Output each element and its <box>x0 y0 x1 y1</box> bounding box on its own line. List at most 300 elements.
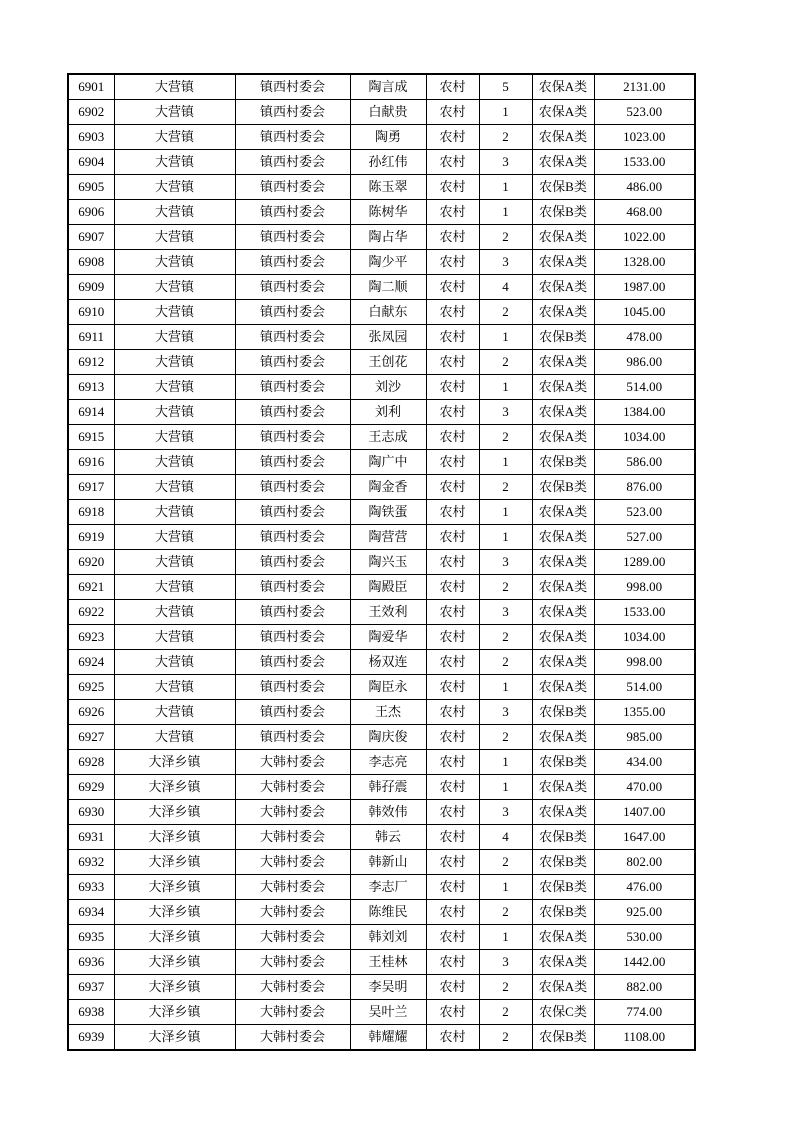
serial-number-cell: 6913 <box>68 375 114 400</box>
serial-number-cell: 6917 <box>68 475 114 500</box>
table-row <box>68 275 695 300</box>
village-committee-cell: 镇西村委会 <box>235 350 350 375</box>
village-committee-cell: 大韩村委会 <box>235 1025 350 1051</box>
household-category-cell: 农村 <box>426 400 479 425</box>
town-cell: 大泽乡镇 <box>114 800 235 825</box>
table-row <box>68 1025 695 1051</box>
insurance-type-cell: 农保A类 <box>532 600 594 625</box>
town-cell: 大营镇 <box>114 225 235 250</box>
person-name-cell: 陶殿臣 <box>350 575 426 600</box>
person-name-cell: 陶营营 <box>350 525 426 550</box>
person-name-cell: 韩新山 <box>350 850 426 875</box>
village-committee-cell: 大韩村委会 <box>235 825 350 850</box>
amount-cell: 523.00 <box>594 500 695 525</box>
person-count-cell: 2 <box>479 425 532 450</box>
person-count-cell: 3 <box>479 700 532 725</box>
amount-cell: 2131.00 <box>594 74 695 100</box>
amount-cell: 1023.00 <box>594 125 695 150</box>
person-count-cell: 2 <box>479 1025 532 1051</box>
village-committee-cell: 镇西村委会 <box>235 475 350 500</box>
town-cell: 大营镇 <box>114 475 235 500</box>
table-row <box>68 500 695 525</box>
insurance-type-cell: 农保A类 <box>532 975 594 1000</box>
serial-number-cell: 6903 <box>68 125 114 150</box>
town-cell: 大营镇 <box>114 350 235 375</box>
insurance-type-cell: 农保A类 <box>532 725 594 750</box>
household-category-cell: 农村 <box>426 550 479 575</box>
serial-number-cell: 6935 <box>68 925 114 950</box>
insurance-type-cell: 农保A类 <box>532 375 594 400</box>
serial-number-cell: 6901 <box>68 74 114 100</box>
amount-cell: 1289.00 <box>594 550 695 575</box>
table-row <box>68 375 695 400</box>
household-category-cell: 农村 <box>426 375 479 400</box>
person-name-cell: 王杰 <box>350 700 426 725</box>
insurance-type-cell: 农保B类 <box>532 900 594 925</box>
person-name-cell: 王创花 <box>350 350 426 375</box>
insurance-type-cell: 农保A类 <box>532 425 594 450</box>
town-cell: 大营镇 <box>114 275 235 300</box>
town-cell: 大泽乡镇 <box>114 875 235 900</box>
person-name-cell: 陶臣永 <box>350 675 426 700</box>
amount-cell: 1533.00 <box>594 600 695 625</box>
amount-cell: 986.00 <box>594 350 695 375</box>
village-committee-cell: 镇西村委会 <box>235 275 350 300</box>
town-cell: 大营镇 <box>114 150 235 175</box>
serial-number-cell: 6922 <box>68 600 114 625</box>
person-count-cell: 2 <box>479 725 532 750</box>
village-committee-cell: 镇西村委会 <box>235 625 350 650</box>
serial-number-cell: 6909 <box>68 275 114 300</box>
household-category-cell: 农村 <box>426 425 479 450</box>
town-cell: 大泽乡镇 <box>114 750 235 775</box>
amount-cell: 1442.00 <box>594 950 695 975</box>
amount-cell: 1022.00 <box>594 225 695 250</box>
person-count-cell: 4 <box>479 275 532 300</box>
person-count-cell: 5 <box>479 74 532 100</box>
table-row <box>68 950 695 975</box>
person-count-cell: 3 <box>479 250 532 275</box>
person-count-cell: 2 <box>479 225 532 250</box>
person-name-cell: 陶爱华 <box>350 625 426 650</box>
insurance-type-cell: 农保B类 <box>532 825 594 850</box>
insurance-type-cell: 农保B类 <box>532 750 594 775</box>
person-name-cell: 陈维民 <box>350 900 426 925</box>
person-name-cell: 孙红伟 <box>350 150 426 175</box>
insurance-type-cell: 农保A类 <box>532 275 594 300</box>
person-name-cell: 白献东 <box>350 300 426 325</box>
table-row <box>68 525 695 550</box>
town-cell: 大泽乡镇 <box>114 975 235 1000</box>
person-count-cell: 1 <box>479 775 532 800</box>
table-row <box>68 225 695 250</box>
town-cell: 大营镇 <box>114 575 235 600</box>
amount-cell: 514.00 <box>594 375 695 400</box>
serial-number-cell: 6934 <box>68 900 114 925</box>
amount-cell: 1328.00 <box>594 250 695 275</box>
household-category-cell: 农村 <box>426 750 479 775</box>
household-category-cell: 农村 <box>426 150 479 175</box>
serial-number-cell: 6923 <box>68 625 114 650</box>
insurance-type-cell: 农保B类 <box>532 325 594 350</box>
person-name-cell: 陶兴玉 <box>350 550 426 575</box>
amount-cell: 1108.00 <box>594 1025 695 1051</box>
person-count-cell: 3 <box>479 400 532 425</box>
table-row <box>68 900 695 925</box>
serial-number-cell: 6902 <box>68 100 114 125</box>
person-name-cell: 陶少平 <box>350 250 426 275</box>
insurance-type-cell: 农保A类 <box>532 74 594 100</box>
village-committee-cell: 镇西村委会 <box>235 300 350 325</box>
household-category-cell: 农村 <box>426 975 479 1000</box>
amount-cell: 1987.00 <box>594 275 695 300</box>
person-count-cell: 1 <box>479 200 532 225</box>
table-row <box>68 700 695 725</box>
amount-cell: 1533.00 <box>594 150 695 175</box>
person-count-cell: 2 <box>479 900 532 925</box>
household-category-cell: 农村 <box>426 125 479 150</box>
town-cell: 大营镇 <box>114 250 235 275</box>
person-name-cell: 韩效伟 <box>350 800 426 825</box>
table-row <box>68 250 695 275</box>
amount-cell: 523.00 <box>594 100 695 125</box>
person-name-cell: 韩云 <box>350 825 426 850</box>
town-cell: 大泽乡镇 <box>114 850 235 875</box>
village-committee-cell: 镇西村委会 <box>235 200 350 225</box>
household-category-cell: 农村 <box>426 225 479 250</box>
insurance-type-cell: 农保A类 <box>532 150 594 175</box>
insurance-type-cell: 农保B类 <box>532 700 594 725</box>
serial-number-cell: 6918 <box>68 500 114 525</box>
town-cell: 大泽乡镇 <box>114 825 235 850</box>
amount-cell: 476.00 <box>594 875 695 900</box>
insurance-type-cell: 农保C类 <box>532 1000 594 1025</box>
household-category-cell: 农村 <box>426 350 479 375</box>
town-cell: 大营镇 <box>114 450 235 475</box>
amount-cell: 527.00 <box>594 525 695 550</box>
town-cell: 大营镇 <box>114 200 235 225</box>
village-committee-cell: 镇西村委会 <box>235 125 350 150</box>
person-count-cell: 3 <box>479 550 532 575</box>
household-category-cell: 农村 <box>426 1000 479 1025</box>
amount-cell: 470.00 <box>594 775 695 800</box>
town-cell: 大营镇 <box>114 300 235 325</box>
amount-cell: 1384.00 <box>594 400 695 425</box>
household-category-cell: 农村 <box>426 575 479 600</box>
person-name-cell: 李吴明 <box>350 975 426 1000</box>
amount-cell: 478.00 <box>594 325 695 350</box>
village-committee-cell: 镇西村委会 <box>235 225 350 250</box>
town-cell: 大营镇 <box>114 650 235 675</box>
person-name-cell: 陈玉翠 <box>350 175 426 200</box>
amount-cell: 434.00 <box>594 750 695 775</box>
serial-number-cell: 6915 <box>68 425 114 450</box>
village-committee-cell: 大韩村委会 <box>235 800 350 825</box>
insurance-type-cell: 农保A类 <box>532 250 594 275</box>
person-count-cell: 1 <box>479 925 532 950</box>
serial-number-cell: 6904 <box>68 150 114 175</box>
serial-number-cell: 6911 <box>68 325 114 350</box>
village-committee-cell: 镇西村委会 <box>235 400 350 425</box>
village-committee-cell: 镇西村委会 <box>235 375 350 400</box>
serial-number-cell: 6931 <box>68 825 114 850</box>
person-count-cell: 1 <box>479 375 532 400</box>
village-committee-cell: 大韩村委会 <box>235 925 350 950</box>
insurance-type-cell: 农保A类 <box>532 950 594 975</box>
person-name-cell: 陶占华 <box>350 225 426 250</box>
village-committee-cell: 镇西村委会 <box>235 575 350 600</box>
household-category-cell: 农村 <box>426 800 479 825</box>
village-committee-cell: 镇西村委会 <box>235 725 350 750</box>
village-committee-cell: 大韩村委会 <box>235 850 350 875</box>
household-category-cell: 农村 <box>426 475 479 500</box>
table-row <box>68 575 695 600</box>
village-committee-cell: 镇西村委会 <box>235 100 350 125</box>
amount-cell: 882.00 <box>594 975 695 1000</box>
person-count-cell: 1 <box>479 500 532 525</box>
table-row <box>68 350 695 375</box>
table-row <box>68 725 695 750</box>
serial-number-cell: 6916 <box>68 450 114 475</box>
serial-number-cell: 6926 <box>68 700 114 725</box>
table-row <box>68 150 695 175</box>
serial-number-cell: 6928 <box>68 750 114 775</box>
town-cell: 大营镇 <box>114 525 235 550</box>
village-committee-cell: 镇西村委会 <box>235 250 350 275</box>
amount-cell: 468.00 <box>594 200 695 225</box>
serial-number-cell: 6929 <box>68 775 114 800</box>
serial-number-cell: 6910 <box>68 300 114 325</box>
serial-number-cell: 6927 <box>68 725 114 750</box>
serial-number-cell: 6932 <box>68 850 114 875</box>
town-cell: 大营镇 <box>114 725 235 750</box>
table-row <box>68 550 695 575</box>
table-row <box>68 650 695 675</box>
person-name-cell: 陶铁蛋 <box>350 500 426 525</box>
person-name-cell: 吴叶兰 <box>350 1000 426 1025</box>
person-name-cell: 韩刘刘 <box>350 925 426 950</box>
village-committee-cell: 镇西村委会 <box>235 650 350 675</box>
insurance-type-cell: 农保A类 <box>532 300 594 325</box>
household-category-cell: 农村 <box>426 525 479 550</box>
person-name-cell: 杨双连 <box>350 650 426 675</box>
serial-number-cell: 6908 <box>68 250 114 275</box>
town-cell: 大营镇 <box>114 325 235 350</box>
insurance-type-cell: 农保A类 <box>532 500 594 525</box>
amount-cell: 876.00 <box>594 475 695 500</box>
village-committee-cell: 大韩村委会 <box>235 875 350 900</box>
town-cell: 大营镇 <box>114 375 235 400</box>
village-committee-cell: 大韩村委会 <box>235 950 350 975</box>
table-row <box>68 74 695 100</box>
town-cell: 大营镇 <box>114 175 235 200</box>
person-count-cell: 3 <box>479 950 532 975</box>
serial-number-cell: 6933 <box>68 875 114 900</box>
insurance-type-cell: 农保A类 <box>532 625 594 650</box>
serial-number-cell: 6906 <box>68 200 114 225</box>
insurance-type-cell: 农保A类 <box>532 350 594 375</box>
amount-cell: 514.00 <box>594 675 695 700</box>
village-committee-cell: 镇西村委会 <box>235 450 350 475</box>
village-committee-cell: 大韩村委会 <box>235 975 350 1000</box>
amount-cell: 985.00 <box>594 725 695 750</box>
amount-cell: 586.00 <box>594 450 695 475</box>
insurance-type-cell: 农保B类 <box>532 475 594 500</box>
serial-number-cell: 6912 <box>68 350 114 375</box>
household-category-cell: 农村 <box>426 500 479 525</box>
village-committee-cell: 镇西村委会 <box>235 700 350 725</box>
person-count-cell: 2 <box>479 350 532 375</box>
serial-number-cell: 6937 <box>68 975 114 1000</box>
table-row <box>68 675 695 700</box>
person-name-cell: 刘沙 <box>350 375 426 400</box>
table-row <box>68 400 695 425</box>
household-category-cell: 农村 <box>426 850 479 875</box>
table-row <box>68 425 695 450</box>
insurance-type-cell: 农保A类 <box>532 100 594 125</box>
amount-cell: 1045.00 <box>594 300 695 325</box>
insurance-type-cell: 农保A类 <box>532 225 594 250</box>
village-committee-cell: 大韩村委会 <box>235 775 350 800</box>
person-count-cell: 2 <box>479 650 532 675</box>
table-row <box>68 825 695 850</box>
table-row <box>68 325 695 350</box>
person-name-cell: 王桂林 <box>350 950 426 975</box>
person-count-cell: 3 <box>479 150 532 175</box>
serial-number-cell: 6919 <box>68 525 114 550</box>
serial-number-cell: 6930 <box>68 800 114 825</box>
person-count-cell: 1 <box>479 875 532 900</box>
village-committee-cell: 镇西村委会 <box>235 600 350 625</box>
person-name-cell: 刘利 <box>350 400 426 425</box>
table-row <box>68 850 695 875</box>
person-count-cell: 1 <box>479 750 532 775</box>
payment-roster-table <box>67 73 696 1051</box>
insurance-type-cell: 农保B类 <box>532 200 594 225</box>
town-cell: 大营镇 <box>114 675 235 700</box>
town-cell: 大营镇 <box>114 550 235 575</box>
town-cell: 大营镇 <box>114 425 235 450</box>
household-category-cell: 农村 <box>426 1025 479 1051</box>
person-name-cell: 陶二顺 <box>350 275 426 300</box>
person-count-cell: 2 <box>479 575 532 600</box>
insurance-type-cell: 农保A类 <box>532 925 594 950</box>
person-name-cell: 陶广中 <box>350 450 426 475</box>
insurance-type-cell: 农保A类 <box>532 550 594 575</box>
insurance-type-cell: 农保B类 <box>532 450 594 475</box>
person-count-cell: 1 <box>479 175 532 200</box>
insurance-type-cell: 农保A类 <box>532 525 594 550</box>
table-row <box>68 750 695 775</box>
person-count-cell: 3 <box>479 800 532 825</box>
person-count-cell: 1 <box>479 100 532 125</box>
village-committee-cell: 镇西村委会 <box>235 325 350 350</box>
village-committee-cell: 镇西村委会 <box>235 175 350 200</box>
insurance-type-cell: 农保A类 <box>532 575 594 600</box>
household-category-cell: 农村 <box>426 450 479 475</box>
person-name-cell: 王效利 <box>350 600 426 625</box>
town-cell: 大泽乡镇 <box>114 900 235 925</box>
table-row <box>68 300 695 325</box>
household-category-cell: 农村 <box>426 625 479 650</box>
table-row <box>68 875 695 900</box>
table-row <box>68 600 695 625</box>
serial-number-cell: 6920 <box>68 550 114 575</box>
person-count-cell: 2 <box>479 475 532 500</box>
household-category-cell: 农村 <box>426 200 479 225</box>
town-cell: 大营镇 <box>114 125 235 150</box>
person-name-cell: 韩耀耀 <box>350 1025 426 1051</box>
person-count-cell: 2 <box>479 1000 532 1025</box>
amount-cell: 1647.00 <box>594 825 695 850</box>
table-row <box>68 975 695 1000</box>
amount-cell: 774.00 <box>594 1000 695 1025</box>
household-category-cell: 农村 <box>426 74 479 100</box>
town-cell: 大营镇 <box>114 600 235 625</box>
amount-cell: 1355.00 <box>594 700 695 725</box>
person-name-cell: 陶勇 <box>350 125 426 150</box>
serial-number-cell: 6907 <box>68 225 114 250</box>
table-row <box>68 1000 695 1025</box>
household-category-cell: 农村 <box>426 325 479 350</box>
insurance-type-cell: 农保B类 <box>532 175 594 200</box>
amount-cell: 486.00 <box>594 175 695 200</box>
table-row <box>68 800 695 825</box>
person-name-cell: 陶言成 <box>350 74 426 100</box>
insurance-type-cell: 农保A类 <box>532 400 594 425</box>
person-count-cell: 1 <box>479 325 532 350</box>
insurance-type-cell: 农保A类 <box>532 650 594 675</box>
town-cell: 大营镇 <box>114 400 235 425</box>
insurance-type-cell: 农保B类 <box>532 850 594 875</box>
insurance-type-cell: 农保A类 <box>532 675 594 700</box>
serial-number-cell: 6905 <box>68 175 114 200</box>
serial-number-cell: 6938 <box>68 1000 114 1025</box>
serial-number-cell: 6936 <box>68 950 114 975</box>
amount-cell: 998.00 <box>594 650 695 675</box>
town-cell: 大营镇 <box>114 700 235 725</box>
household-category-cell: 农村 <box>426 175 479 200</box>
person-count-cell: 2 <box>479 300 532 325</box>
insurance-type-cell: 农保A类 <box>532 125 594 150</box>
table-row <box>68 200 695 225</box>
village-committee-cell: 镇西村委会 <box>235 425 350 450</box>
person-count-cell: 2 <box>479 975 532 1000</box>
person-count-cell: 1 <box>479 675 532 700</box>
person-name-cell: 张凤园 <box>350 325 426 350</box>
village-committee-cell: 大韩村委会 <box>235 1000 350 1025</box>
household-category-cell: 农村 <box>426 725 479 750</box>
table-row <box>68 775 695 800</box>
person-count-cell: 3 <box>479 600 532 625</box>
table-row <box>68 175 695 200</box>
household-category-cell: 农村 <box>426 600 479 625</box>
table-row <box>68 475 695 500</box>
serial-number-cell: 6939 <box>68 1025 114 1051</box>
amount-cell: 1407.00 <box>594 800 695 825</box>
person-name-cell: 陶庆俊 <box>350 725 426 750</box>
person-count-cell: 4 <box>479 825 532 850</box>
insurance-type-cell: 农保B类 <box>532 1025 594 1051</box>
household-category-cell: 农村 <box>426 100 479 125</box>
village-committee-cell: 大韩村委会 <box>235 900 350 925</box>
payment-roster-body <box>68 74 695 1050</box>
table-row <box>68 925 695 950</box>
person-count-cell: 2 <box>479 625 532 650</box>
household-category-cell: 农村 <box>426 675 479 700</box>
person-count-cell: 1 <box>479 450 532 475</box>
town-cell: 大泽乡镇 <box>114 1025 235 1051</box>
